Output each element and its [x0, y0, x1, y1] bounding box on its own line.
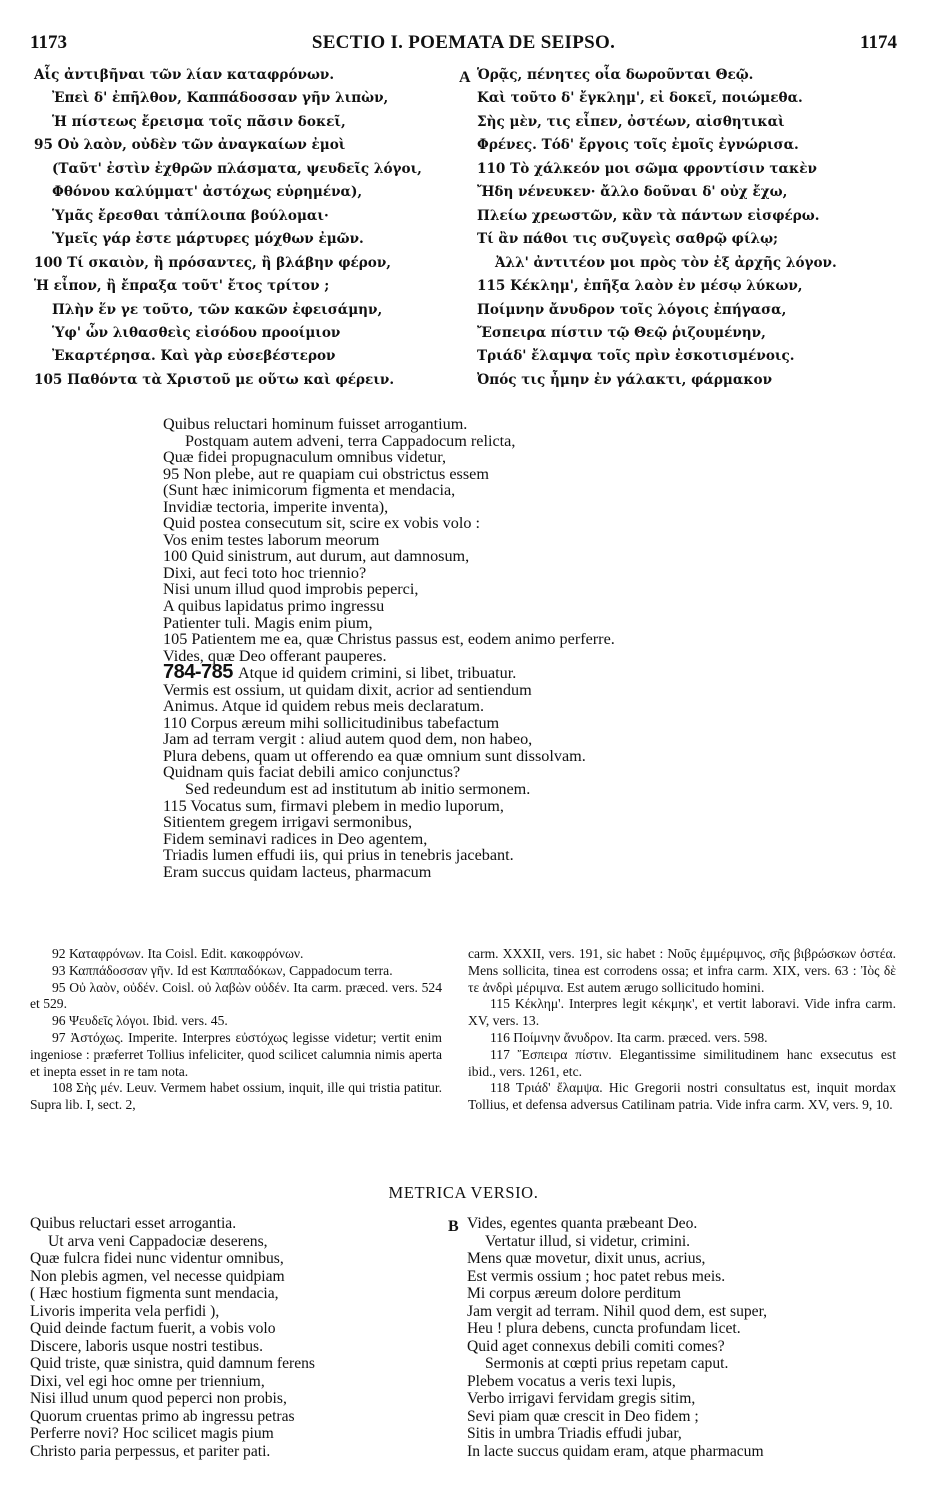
latin-line: Quidnam quis faciat debili amico conjunctus? [163, 763, 461, 782]
latin-line-text: Atque id quidem crimini, si libet, tribuatur. [237, 664, 517, 683]
greek-verse-line: Τριάδ' ἔλαμψα τοῖς πρὶν ἐσκοτισμένοις. [477, 348, 795, 365]
latin-line: Invidiæ tectoria, imperite inventa), [163, 497, 389, 516]
greek-verse-line: Ὑμᾶς ἔρεσθαι τἀπίλοιπα βούλομαι· [52, 207, 329, 224]
greek-verse-line: Ἐκαρτέρησα. Καὶ γὰρ εὐσεβέστερον [52, 348, 336, 365]
metrica-verse-line: Quid triste, quæ sinistra, quid damnum ferens [30, 1355, 315, 1372]
latin-line: Quæ fidei propugnaculum omnibus videtur, [163, 448, 447, 467]
metrica-verse-line: Sevi piam quæ crescit in Deo fidem ; [467, 1407, 699, 1425]
greek-verse-line: Ποίμνην ἄνυδρον τοῖς λόγοις ἐπήγασα, [477, 301, 787, 318]
latin-line: Vides, quæ Deo offerant pauperes. [163, 646, 387, 665]
metrica-verse-line: Quibus reluctari esset arrogantia. [30, 1215, 237, 1232]
latin-line [163, 661, 615, 684]
metrica-versio-heading: METRICA VERSIO. [388, 1183, 539, 1202]
column-number-label: 784-785 [163, 661, 238, 684]
greek-text-right-column [477, 64, 837, 392]
metrica-verse-line: Nisi illud unum quod peperci non probis, [30, 1390, 287, 1407]
greek-verse-line: Φρένες. Τόδ' ἔργοις τοῖς ἐμοῖς ἐγνώρισα. [477, 137, 799, 154]
metrica-verse-line: Est vermis ossium ; hoc patet rebus meis. [467, 1267, 726, 1285]
footnotes-left-column [30, 946, 442, 1114]
latin-line: Nisi unum illud quod improbis peperci, [163, 580, 419, 599]
latin-line: Postquam autem adveni, terra Cappadocum relicta, [185, 431, 516, 450]
latin-line: Triadis lumen effudi iis, qui prius in tenebris jacebant. [163, 846, 514, 865]
right-page-number: 1174 [860, 32, 897, 53]
greek-verse-line: Σὴς μὲν, τις εἶπεν, ὀστέων, αἰσθητικαὶ [477, 113, 785, 130]
metrica-verse-line: Non plebis agmen, vel necesse quidpiam [30, 1267, 285, 1285]
greek-verse-line: Πλὴν ἕν γε τοῦτο, τῶν κακῶν ἐφεισάμην, [52, 301, 383, 318]
latin-line: 110 Corpus æreum mihi sollicitudinibus tabefactum [163, 713, 500, 732]
greek-verse-line: Ἀλλ' ἀντιτέον μοι πρὸς τὸν ἐξ ἀρχῆς λόγον. [495, 254, 837, 271]
greek-verse-line: Ὑφ' ὧν λιθασθεὶς εἰσόδου προοίμιον [52, 324, 341, 341]
metrica-verse-line: Heu ! plura debens, cuncta profundam licet. [467, 1320, 741, 1337]
greek-verse-line: Αἷς ἀντιβῆναι τῶν λίαν καταφρόνων. [34, 67, 335, 83]
latin-line: (Sunt hæc inimicorum figmenta et mendacia, [163, 481, 456, 500]
metrica-verse-line: Vides, egentes quanta præbeant Deo. [467, 1215, 698, 1232]
latin-line: Eram succus quidam lacteus, pharmacum [163, 862, 432, 881]
greek-verse-line: 95 Οὐ λαὸν, οὐδὲν τῶν ἀναγκαίων ἐμοὶ [34, 137, 346, 154]
greek-verse-line: Φθόνου καλύμματ' ἀστόχως εὑρημένα), [52, 184, 363, 201]
column-marker-a: A [459, 69, 471, 86]
footnote: carm. XXXII, vers. 191, sic habet : Νοῦς ἐμμέριμνος, σῆς βιβρώσκων ὀστέα. Mens sollicita, tinea est corrodens ossa; et infra carm. XIX, vers. 63 : Ἰὸς δὲ τε ἀνδρὶ μέριμνα. Est autem ærugo sollicitudo homini. [468, 946, 896, 995]
greek-verse-line: Πλείω χρεωστῶν, κἂν τὰ πάντων εἰσφέρω. [477, 207, 820, 224]
running-header [30, 32, 897, 60]
metrica-verse-line: Perferre novi? Hoc scilicet magis pium [30, 1425, 274, 1442]
section-title: SECTIO I. POEMATA DE SEIPSO. [311, 32, 616, 53]
latin-line: Fidem seminavi radices in Deo agentem, [163, 829, 428, 848]
metrica-verse-line: Mi corpus æreum dolore perditum [467, 1285, 681, 1302]
latin-line: Quibus reluctari hominum fuisset arrogantium. [163, 415, 468, 433]
greek-verse-line: Ἡ εἶπον, ἢ ἔπραξα τοῦτ' ἔτος τρίτον ; [34, 278, 330, 295]
metrica-verse-line: Sermonis at cœpti prius repetam caput. [485, 1355, 729, 1372]
metrica-verse-line: Sitis in umbra Triadis effudi jubar, [467, 1425, 682, 1442]
greek-verse-line: Ὑμεῖς γάρ ἐστε μάρτυρες μόχθων ἐμῶν. [52, 231, 364, 248]
metrica-verse-line: Livoris imperita vela perfidi ), [30, 1302, 220, 1320]
latin-line: 105 Patientem me ea, quæ Christus passus est, eodem animo perferre. [163, 630, 615, 649]
left-page-number: 1173 [30, 32, 67, 53]
latin-line: Animus. Atque id quidem rebus meis declaratum. [163, 697, 484, 716]
latin-line: Vos enim testes laborum meorum [163, 530, 380, 549]
latin-line: Jam ad terram vergit : aliud autem quod dem, non habeo, [163, 730, 533, 749]
metrica-versio-right-column [467, 1215, 767, 1460]
latin-line: A quibus lapidatus primo ingressu [163, 597, 385, 616]
greek-verse-line: 100 Τί σκαιὸν, ἢ πρόσαντες, ἢ βλάβην φέρον, [34, 254, 392, 271]
greek-verse-line: 115 Κέκλημ', ἐπῆξα λαὸν ἐν μέσῳ λύκων, [477, 278, 803, 295]
metrica-versio-left-column [30, 1215, 315, 1460]
metrica-verse-line: ( Hæc hostium figmenta sunt mendacia, [30, 1285, 279, 1302]
metrica-verse-line: Discere, laboris usque nostri testibus. [30, 1337, 264, 1355]
footnote: 108 Σὴς μέν. Leuv. Vermem habet ossium, inquit, ille qui tristia patitur. Supra lib. I, sect. 2, [30, 1080, 442, 1113]
metrica-verse-line: Ut arva veni Cappadociæ deserens, [48, 1232, 268, 1250]
latin-line: Dixi, aut feci toto hoc triennio? [163, 563, 367, 582]
footnote: 97 Ἀστόχως. Imperite. Interpres εὐστόχως legisse videtur; vertit enim ingeniose : præferret Tollius infeliciter, quod scilicet calumnia nimis aperta et inepta esset in re tam nota. [30, 1029, 442, 1079]
metrica-verse-line: Christo paria perpessus, et pariter pati. [30, 1442, 271, 1460]
footnote: 92 Καταφρόνων. Ita Coisl. Edit. κακοφρόνων. [52, 946, 304, 961]
greek-verse-line: Ἔσπειρα πίστιν τῷ Θεῷ ῥιζουμένην, [477, 324, 766, 341]
latin-line: Vermis est ossium, ut quidam dixit, acrior ad sentiendum [163, 680, 532, 699]
greek-verse-line: Ὁρᾷς, πένητες οἷα δωροῦνται Θεῷ. [477, 67, 754, 83]
latin-line: 100 Quid sinistrum, aut durum, aut damnosum, [163, 547, 470, 566]
metrica-verse-line: Verbo irrigavi fervidam gregis sitim, [467, 1390, 696, 1407]
latin-line: Patienter tuli. Magis enim pium, [163, 613, 373, 632]
footnote: 95 Οὐ λαὸν, οὐδέν. Coisl. οὐ λαβὼν οὐδέν. Ita carm. præced. vers. 524 et 529. [30, 979, 442, 1012]
footnote: 93 Καππάδοσσαν γῆν. Id est Καππαδόκων, Cappadocum terra. [52, 962, 393, 978]
metrica-verse-line: Dixi, vel egi hoc omne per triennium, [30, 1372, 265, 1390]
metrica-verse-line: Jam vergit ad terram. Nihil quod dem, est super, [467, 1302, 768, 1320]
latin-line: Quid postea consecutum sit, scire ex vobis volo : [163, 514, 480, 533]
column-marker-b: B [448, 1218, 459, 1235]
greek-text-left-column [34, 64, 422, 392]
footnote: 118 Τριάδ' ἔλαμψα. Hic Gregorii nostri consultatus est, inquit mordax Tollius, et defensa adversus Catilinam patria. Vide infra carm. XV, vers. 9, 10. [468, 1080, 896, 1113]
footnote: 96 Ψευδεῖς λόγοι. Ibid. vers. 45. [52, 1013, 228, 1029]
metrica-verse-line: Vertatur illud, si videtur, crimini. [485, 1232, 691, 1250]
metrica-verse-line: Quæ fulcra fidei nunc videntur omnibus, [30, 1250, 284, 1267]
greek-verse-line: Ὀπός τις ἦμην ἐν γάλακτι, φάρμακον [477, 371, 773, 388]
metrica-verse-line: In lacte succus quidam eram, atque pharmacum [467, 1442, 764, 1460]
greek-verse-line: Ἤδη νένευκεν· ἄλλο δοῦναι δ' οὐχ ἔχω, [477, 184, 788, 201]
footnote: 115 Κέκλημ'. Interpres legit κέκμηκ', et vertit laboravi. Vide infra carm. XV, vers. 13. [468, 996, 896, 1029]
footnote: 116 Ποίμνην ἄνυδρον. Ita carm. præced. vers. 598. [490, 1029, 768, 1045]
metrica-verse-line: Quid aget connexus debili comiti comes? [467, 1337, 725, 1355]
footnote: 117 Ἔσπειρα πίστιν. Elegantissime similitudinem hanc exsecutus est ibid., vers. 1261, etc. [468, 1046, 896, 1079]
latin-line: Plura debens, quam ut offerendo ea quæ omnium sunt dissolvam. [163, 746, 586, 765]
metrica-verse-line: Quid deinde factum fuerit, a vobis volo [30, 1320, 276, 1337]
latin-line: Sitientem gregem irrigavi sermonibus, [163, 813, 413, 832]
latin-line: 115 Vocatus sum, firmavi plebem in medio luporum, [163, 796, 504, 815]
greek-verse-line: Καὶ τοῦτο δ' ἔγκλημ', εἰ δοκεῖ, ποιώμεθα. [477, 90, 803, 107]
greek-verse-line: Τί ἂν πάθοι τις συζυγεὶς σαθρῷ φίλῳ; [477, 231, 779, 248]
greek-verse-line: (Ταῦτ' ἐστὶν ἐχθρῶν πλάσματα, ψευδεῖς λόγοι, [52, 160, 422, 177]
latin-translation [163, 416, 615, 880]
metrica-verse-line: Mens quæ movetur, dixit unus, acrius, [467, 1250, 706, 1267]
footnotes-right-column [468, 946, 896, 1114]
metrica-verse-line: Quorum cruentas primo ab ingressu petras [30, 1407, 295, 1425]
greek-verse-line: Ἐπεὶ δ' ἐπῆλθον, Καππάδοσσαν γῆν λιπὼν, [52, 90, 389, 107]
greek-verse-line: Ἡ πίστεως ἔρεισμα τοῖς πᾶσιν δοκεῖ, [52, 113, 346, 130]
latin-line: Sed redeundum est ad institutum ab initio sermonem. [185, 780, 531, 799]
latin-line: 95 Non plebe, aut re quapiam cui obstrictus essem [163, 464, 489, 483]
metrica-verse-line: Plebem vocatus a veris texi lupis, [467, 1372, 676, 1390]
greek-verse-line: 105 Παθόντα τὰ Χριστοῦ με οὕτω καὶ φέρειν. [34, 371, 395, 388]
greek-verse-line: 110 Τὸ χάλκεόν μοι σῶμα φροντίσιν τακὲν [477, 160, 817, 177]
